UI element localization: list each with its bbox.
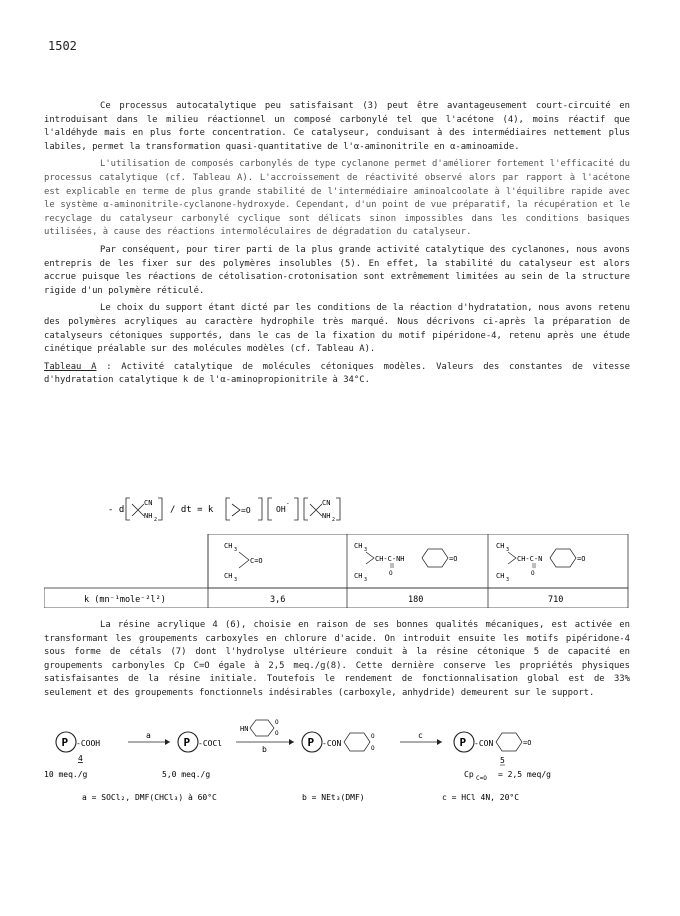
p-label-2: P: [183, 736, 191, 749]
paragraph-4: Le choix du support étant dicté par les conditions de la réaction d'hydratation, nous avons retenu des polymères acryliques au caractère hydrophile très marqué. Nous décrivons ci-après la préparation de catalyseurs cétoniques supportés, dans le cas de la fixation du motif pipéridone-4, retenu après une étude cinétique préalable sur des molécules modèles (cf. Tableau A).: [44, 303, 630, 355]
condition-b: b = NEt₃(DMF): [302, 793, 365, 802]
k-value-acetyl: 710: [548, 595, 564, 605]
ch3-label-3: CH: [354, 542, 363, 550]
eq-minus-d: - d: [108, 505, 125, 515]
con-label-1: -CON: [322, 739, 342, 748]
hn-label: HN: [240, 725, 249, 733]
o-label-3: O: [275, 719, 279, 726]
structure-acetone: [224, 542, 263, 583]
eq-eq-o: =O: [241, 506, 251, 515]
svg-text:-: -: [286, 500, 290, 507]
eq-nh2-2: NH: [322, 512, 331, 520]
sub3-3: 3: [364, 547, 368, 553]
p-label-3: P: [307, 736, 315, 749]
ch3-label-4: CH: [354, 572, 363, 580]
ch-c-nh-label: CH-C-NH: [375, 555, 405, 563]
compound-4-label: 4: [78, 754, 83, 763]
ch3-label-2: CH: [224, 572, 233, 580]
cap-5-value: = 2,5 meq/g: [498, 770, 551, 779]
k-value-acetone: 3,6: [270, 595, 286, 605]
ch3-label-5: CH: [496, 542, 505, 550]
eq-o-label-3: =O: [523, 739, 532, 747]
p-label-1: P: [61, 736, 69, 749]
k-value-acetamido: 180: [408, 595, 424, 605]
paragraph-1: Ce processus autocatalytique peu satisfaisant (3) peut être avantageusement court-circuité en introduisant dans le milieu réactionnel un composé carbonylé tel que l'acétone (4), moins réactif que l'aldéhyde mais en plus forte concentration. Ce catalyseur, conduisant à des intermédiaires nettement plus labiles, permet la transformation quasi-quantitative de l'α-aminonitrile en α-aminoamide.: [44, 101, 630, 152]
cooh-label: -COOH: [76, 739, 101, 748]
condition-c: c = HCl 4N, 20°C: [442, 793, 520, 802]
arrow-a-label: a: [146, 731, 151, 740]
tableau-title: : Activité catalytique de molécules cétoniques modèles. Valeurs des constantes de vitesse d'hydratation catalytique k de l'α-aminopropionitrile à 34°C.: [44, 361, 631, 386]
eq-nh2-1: NH: [144, 512, 153, 520]
page-number: 1502: [48, 39, 77, 53]
ch3-label-1: CH: [224, 542, 233, 550]
eq-oh: OH: [276, 505, 286, 514]
eq-nh2-sub-2: 2: [332, 517, 336, 523]
o-label-4: O: [275, 730, 279, 737]
structure-acetamido-piperidone: [354, 542, 457, 583]
eq-dt-k: / dt = k: [170, 505, 214, 515]
paragraph-3: Par conséquent, pour tirer parti de la plus grande activité catalytique des cyclanones, nous avons entrepris de les fixer sur des polymères insolubles (5). En effet, la stabilité du catalyseur est alors accrue puisque les réactions de cétolisation-crotonisation sont extrêmement limitées au sein de la structure rigide d'un polymère réticulé.: [44, 244, 630, 296]
condition-a: a = SOCl₂, DMF(CHCl₃) à 60°C: [82, 793, 217, 802]
cap-cocl: 5,0 meq./g: [162, 770, 211, 779]
eq-nh2-sub-1: 2: [154, 517, 158, 523]
ketal-reagent: [240, 719, 279, 737]
cap-5-prefix: Cp: [464, 770, 474, 779]
ketal-resin: [302, 732, 375, 752]
sub3-5: 3: [506, 547, 510, 553]
p-label-4: P: [459, 736, 467, 749]
tableau-a: [44, 534, 630, 608]
paragraph-5: La résine acrylique 4 (6), choisie en raison de ses bonnes qualités mécaniques, est activée en transformant les groupements carboxyles en chlorure d'acide. On introduit ensuite les motifs pipéridone-4 sous forme de cétals (7) dont l'hydrolyse ultérieure conduit à la résine cétonique 5 de capacité en groupements carbonyles Cp C=O égale à 2,5 meq./g(8). Cette dernière conserve les propriétés physiques satisfaisantes de la résine initiale. Toutefois le rendement de fonctionnalisation global est de 33% seulement et des groupements fonctionnels indésirables (carboxyle, anhydride) demeurent sur le support.: [44, 620, 630, 698]
eq-cn-1: CN: [144, 499, 153, 507]
eq-o-label-1: =O: [449, 555, 458, 563]
eq-cn-2: CN: [322, 499, 331, 507]
con-label-2: -CON: [474, 739, 494, 748]
tableau-label: Tableau A: [44, 361, 97, 372]
acid-chloride: [162, 732, 222, 779]
o-label-6: O: [371, 745, 375, 752]
ch3-label-6: CH: [496, 572, 505, 580]
synthesis-scheme: [44, 714, 630, 839]
sub3-4: 3: [364, 577, 368, 583]
eq-o-label-2: =O: [577, 555, 586, 563]
cap-4: 10 meq./g: [44, 770, 88, 779]
structure-acetyl-piperidone: [496, 542, 585, 583]
arrow-b-label: b: [262, 745, 267, 754]
resin-4: [44, 732, 100, 779]
k-row-label: k (mn⁻¹mole⁻²l²): [84, 595, 166, 605]
tableau-caption: [44, 361, 630, 388]
sub3-2: 3: [234, 577, 238, 583]
cap-5-sub: C=O: [476, 775, 487, 782]
compound-5-label: 5: [500, 756, 505, 765]
resin-5: [454, 732, 551, 782]
sub3-1: 3: [234, 547, 238, 553]
body-text: [44, 100, 630, 388]
sub3-6: 3: [506, 577, 510, 583]
rate-equation: [108, 494, 408, 524]
lower-text: [44, 619, 630, 701]
c-eq-o-label: C=O: [250, 557, 263, 565]
o-label-2: O: [531, 570, 535, 577]
arrow-c-label: c: [418, 731, 423, 740]
o-label-1: O: [389, 570, 393, 577]
paragraph-2: L'utilisation de composés carbonylés de type cyclanone permet d'améliorer fortement l'efficacité du processus catalytique (cf. Tableau A). L'accroissement de réactivité observé alors par rapport à l'acétone est explicable en terme de plus grande stabilité de l'intermédiaire aminoalcoolate à l'équilibre rapide avec le système α-aminonitrile-cyclanone-hydroxyde. Cependant, d'un point de vue préparatif, la récupération et le recyclage du catalyseur carbonylé cyclique sont délicats sinon impossibles dans les conditions basiques utilisées, à cause des réactions intermoléculaires de dégradation du catalyseur.: [44, 159, 630, 238]
cocl-label: -COCl: [198, 739, 223, 748]
o-label-5: O: [371, 733, 375, 740]
ch-c-n-label: CH-C-N: [517, 555, 543, 563]
